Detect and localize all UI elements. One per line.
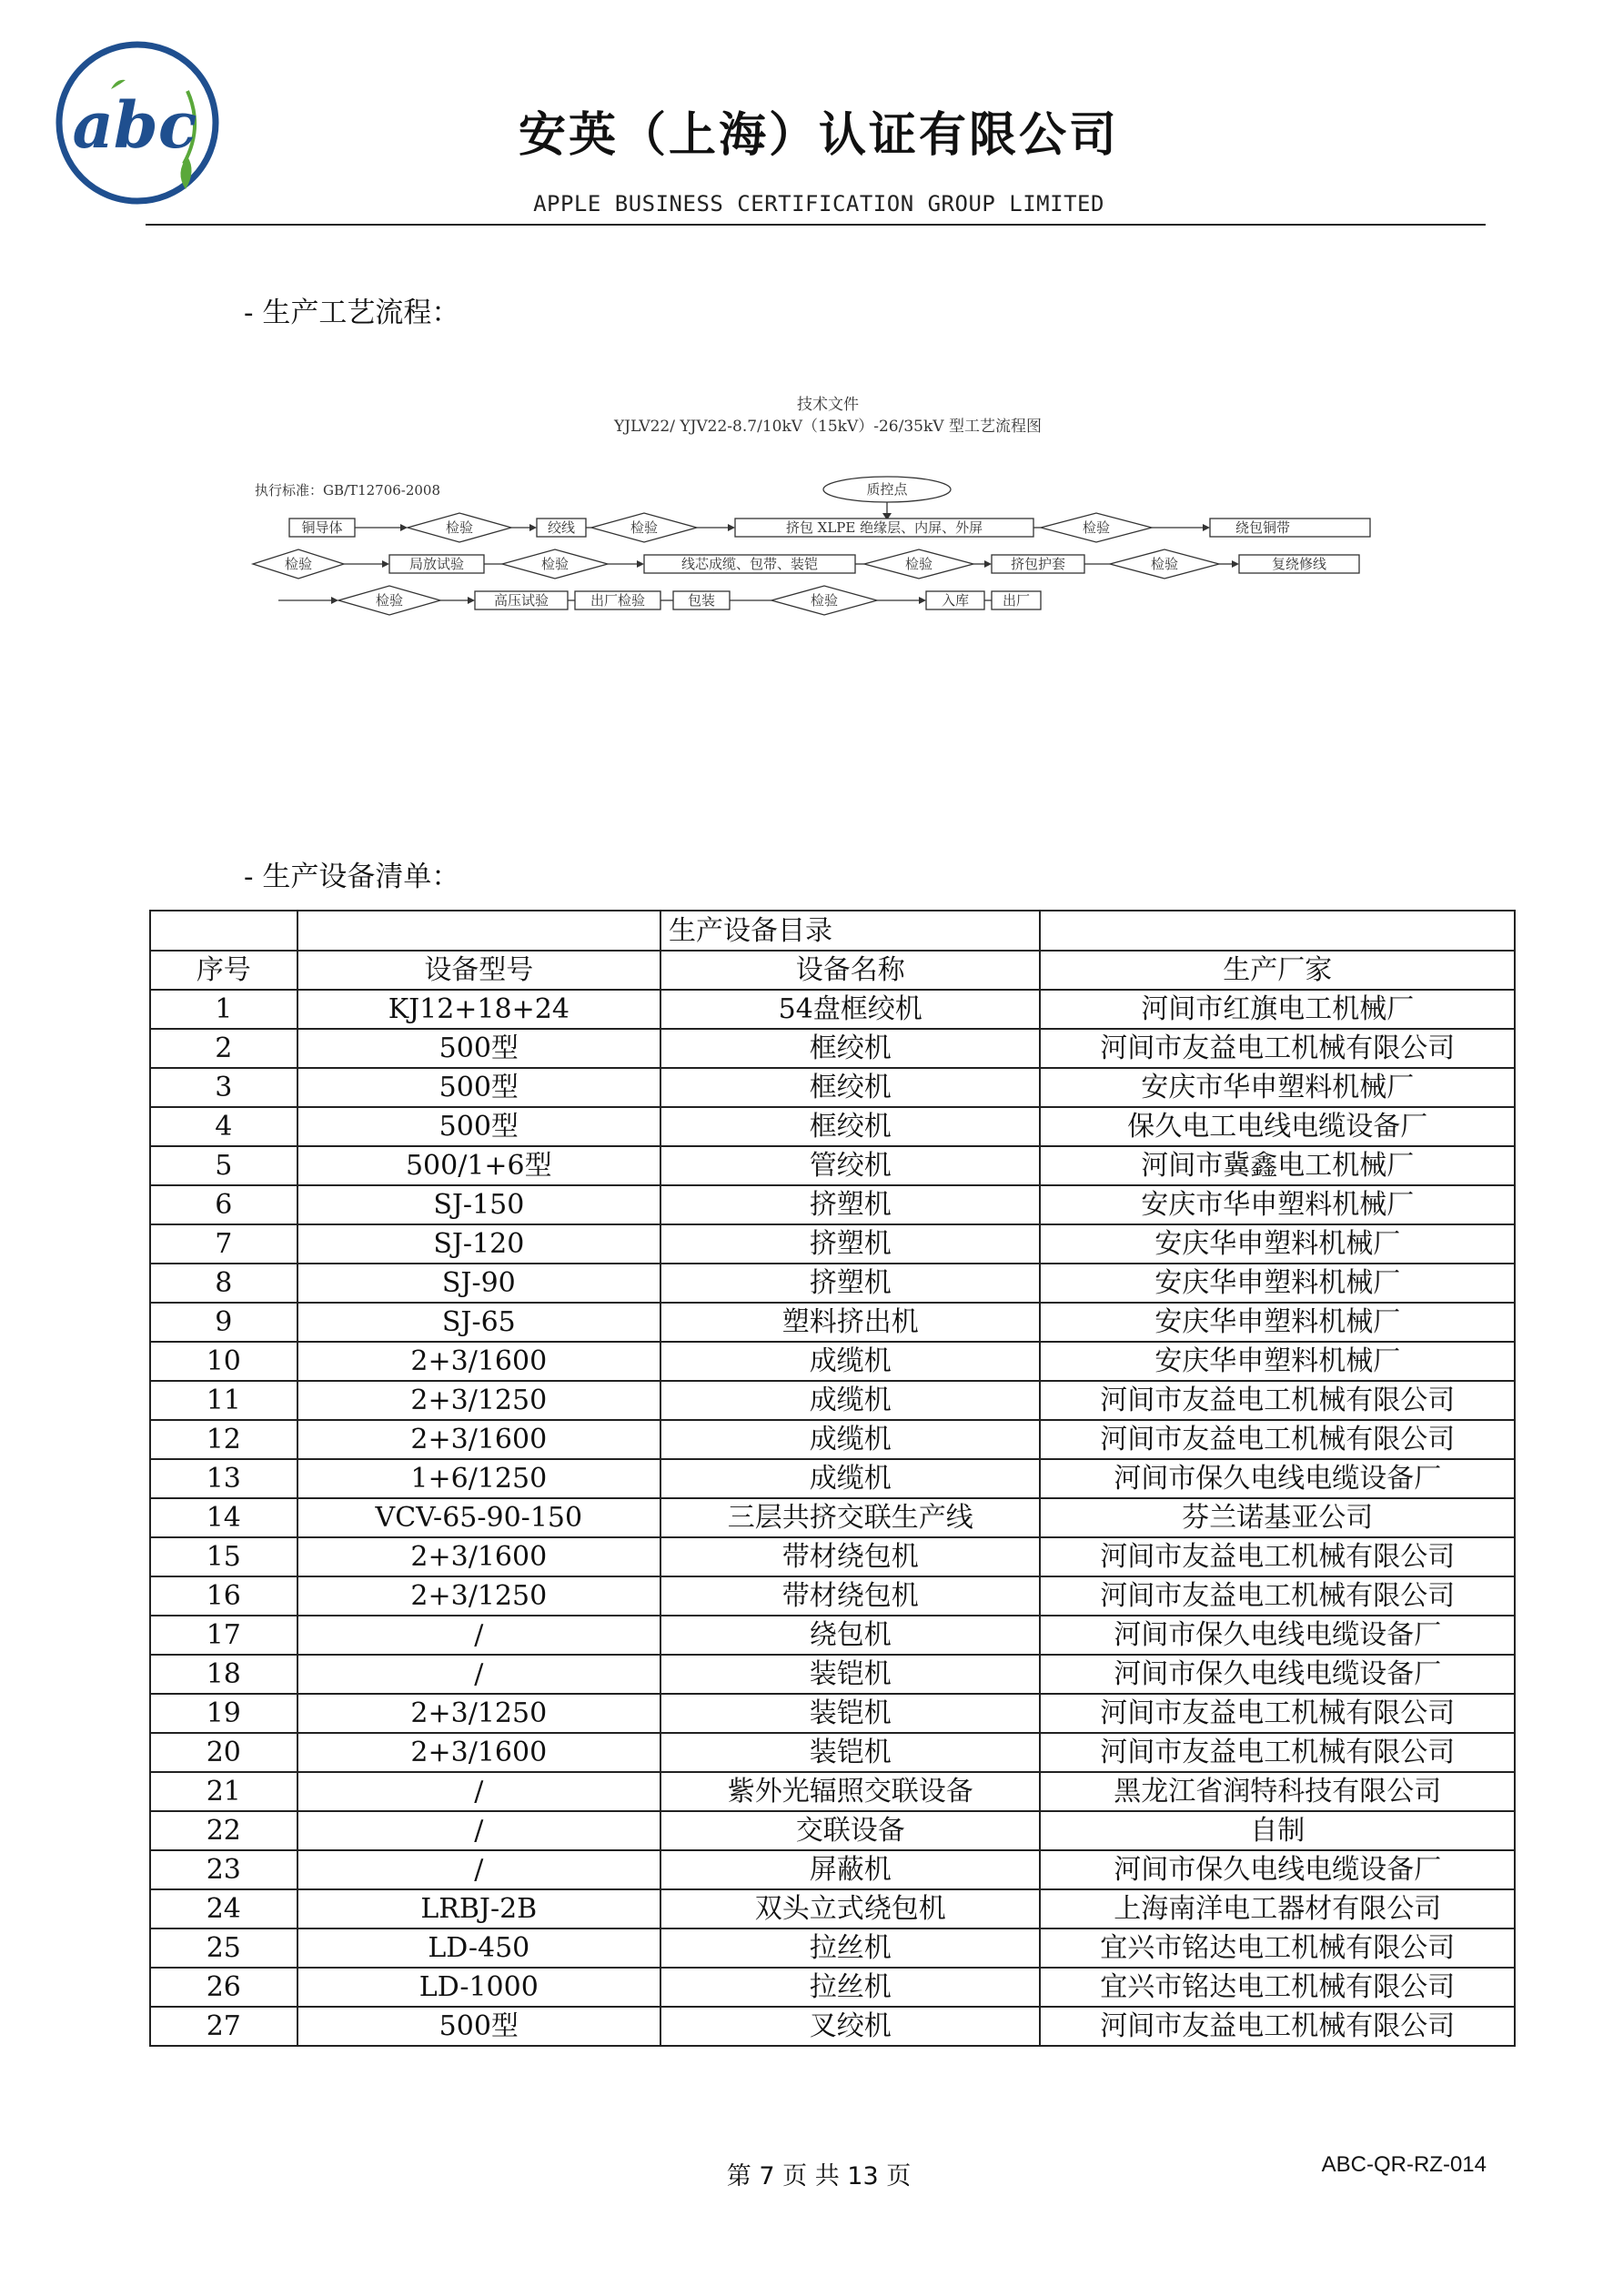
- cell-name: 拉丝机: [660, 1928, 1040, 1968]
- cell-model: 500/1+6型: [297, 1146, 660, 1185]
- cell-maker: 安庆华申塑料机械厂: [1040, 1264, 1515, 1303]
- table-row: [150, 1224, 1515, 1264]
- flow-node-label: 检验: [1082, 519, 1111, 536]
- cell-name: 成缆机: [660, 1420, 1040, 1459]
- cell-maker: 上海南洋电工器材有限公司: [1040, 1889, 1515, 1928]
- cell-seq: 7: [150, 1224, 297, 1264]
- flow-node-label: 绕包铜带: [1235, 519, 1291, 536]
- cell-seq: 5: [150, 1146, 297, 1185]
- cell-seq: 9: [150, 1303, 297, 1342]
- company-name-en: APPLE BUSINESS CERTIFICATION GROUP LIMITED: [533, 191, 1104, 217]
- cell-seq: 23: [150, 1850, 297, 1889]
- cell-model: /: [297, 1850, 660, 1889]
- equipment-table: [149, 910, 1516, 2047]
- cell-name: 框绞机: [660, 1029, 1040, 1068]
- flow-standard: 执行标准：GB/T12706-2008: [255, 482, 441, 498]
- cell-name: 紫外光辐照交联设备: [660, 1772, 1040, 1811]
- header-model: 设备型号: [297, 951, 660, 990]
- flow-node-label: 检验: [1150, 556, 1179, 572]
- cell-name: 管绞机: [660, 1146, 1040, 1185]
- header-seq: 序号: [150, 951, 297, 990]
- table-row: [150, 2007, 1515, 2046]
- table-row: [150, 1303, 1515, 1342]
- table-row: [150, 1146, 1515, 1185]
- table-row: [150, 1889, 1515, 1928]
- flow-node-label: 检验: [904, 556, 933, 572]
- flow-node-label: 检验: [375, 592, 404, 609]
- flow-node-label: 检验: [284, 556, 313, 572]
- flow-doc-label: 技术文件: [797, 396, 859, 414]
- cell-model: 1+6/1250: [297, 1459, 660, 1498]
- cell-seq: 22: [150, 1811, 297, 1850]
- cell-name: 带材绕包机: [660, 1576, 1040, 1616]
- cell-maker: 河间市友益电工机械有限公司: [1040, 1576, 1515, 1616]
- cell-maker: 芬兰诺基亚公司: [1040, 1498, 1515, 1537]
- flow-node-label: 线芯成缆、包带、装铠: [680, 556, 819, 572]
- table-title: 生产设备目录: [660, 911, 1040, 951]
- cell-maker: 黑龙江省润特科技有限公司: [1040, 1772, 1515, 1811]
- cell-name: 成缆机: [660, 1342, 1040, 1381]
- cell-maker: 河间市冀鑫电工机械厂: [1040, 1146, 1515, 1185]
- cell-name: 双头立式绕包机: [660, 1889, 1040, 1928]
- cell-seq: 20: [150, 1733, 297, 1772]
- cell-model: 2+3/1600: [297, 1537, 660, 1576]
- cell-seq: 19: [150, 1694, 297, 1733]
- table-row: [150, 1811, 1515, 1850]
- cell-model: SJ-65: [297, 1303, 660, 1342]
- cell-name: 拉丝机: [660, 1968, 1040, 2007]
- process-section-heading: - 生产工艺流程：: [244, 297, 460, 329]
- cell-maker: 河间市保久电线电缆设备厂: [1040, 1850, 1515, 1889]
- table-row: [150, 1459, 1515, 1498]
- cell-seq: 4: [150, 1107, 297, 1146]
- flow-node-label: 包装: [687, 592, 716, 609]
- cell-seq: 14: [150, 1498, 297, 1537]
- flow-node-label: 出厂检验: [590, 592, 646, 609]
- cell-maker: 安庆华申塑料机械厂: [1040, 1303, 1515, 1342]
- cell-seq: 24: [150, 1889, 297, 1928]
- header-name: 设备名称: [660, 951, 1040, 990]
- cell-maker: 宜兴市铭达电工机械有限公司: [1040, 1968, 1515, 2007]
- cell-maker: 河间市友益电工机械有限公司: [1040, 1537, 1515, 1576]
- equipment-section-heading: - 生产设备清单：: [244, 861, 460, 893]
- cell-model: /: [297, 1655, 660, 1694]
- cell-seq: 26: [150, 1968, 297, 2007]
- cell-maker: 河间市保久电线电缆设备厂: [1040, 1459, 1515, 1498]
- cell-seq: 21: [150, 1772, 297, 1811]
- flow-node-label: 检验: [540, 556, 570, 572]
- cell-model: LD-450: [297, 1928, 660, 1968]
- cell-name: 成缆机: [660, 1381, 1040, 1420]
- cell-maker: 河间市保久电线电缆设备厂: [1040, 1616, 1515, 1655]
- table-cell: [297, 911, 660, 951]
- table-row: [150, 1850, 1515, 1889]
- table-row: [150, 1616, 1515, 1655]
- flow-node-label: 挤包 XLPE 绝缘层、内屏、外屏: [785, 519, 983, 536]
- cell-model: SJ-150: [297, 1185, 660, 1224]
- cell-model: 2+3/1600: [297, 1342, 660, 1381]
- cell-name: 绕包机: [660, 1616, 1040, 1655]
- cell-maker: 河间市友益电工机械有限公司: [1040, 2007, 1515, 2046]
- cell-name: 成缆机: [660, 1459, 1040, 1498]
- company-logo: [51, 36, 224, 209]
- flow-title: YJLV22/ YJV22-8.7/10kV（15kV）-26/35kV 型工艺流程图: [614, 418, 1042, 436]
- table-row: [150, 1772, 1515, 1811]
- table-cell: [150, 911, 297, 951]
- cell-model: /: [297, 1772, 660, 1811]
- cell-model: 500型: [297, 1068, 660, 1107]
- cell-maker: 安庆华申塑料机械厂: [1040, 1342, 1515, 1381]
- document-code: ABC-QR-RZ-014: [1321, 2152, 1487, 2177]
- cell-seq: 1: [150, 990, 297, 1029]
- cell-name: 挤塑机: [660, 1224, 1040, 1264]
- flow-row-1: [289, 513, 1370, 542]
- flow-node-label: 绞线: [547, 519, 576, 536]
- header-divider: [146, 224, 1486, 226]
- cell-maker: 安庆华申塑料机械厂: [1040, 1224, 1515, 1264]
- table-title-row: [150, 911, 1515, 951]
- cell-model: 500型: [297, 1029, 660, 1068]
- cell-maker: 河间市保久电线电缆设备厂: [1040, 1655, 1515, 1694]
- flow-node-label: 高压试验: [493, 592, 549, 609]
- cell-maker: 保久电工电线电缆设备厂: [1040, 1107, 1515, 1146]
- table-header-row: [150, 951, 1515, 990]
- page-number: 第 7 页 共 13 页: [726, 2162, 912, 2190]
- cell-maker: 宜兴市铭达电工机械有限公司: [1040, 1928, 1515, 1968]
- header-maker: 生产厂家: [1040, 951, 1515, 990]
- cell-maker: 河间市友益电工机械有限公司: [1040, 1029, 1515, 1068]
- table-row: [150, 1655, 1515, 1694]
- flow-row-2: [253, 549, 1359, 579]
- flow-row-3: [278, 586, 1041, 615]
- cell-model: 500型: [297, 2007, 660, 2046]
- cell-name: 塑料挤出机: [660, 1303, 1040, 1342]
- cell-maker: 河间市友益电工机械有限公司: [1040, 1733, 1515, 1772]
- flow-node-label: 铜导体: [301, 519, 343, 536]
- table-row: [150, 1107, 1515, 1146]
- cell-seq: 18: [150, 1655, 297, 1694]
- cell-maker: 安庆市华申塑料机械厂: [1040, 1068, 1515, 1107]
- flow-node-label: 检验: [630, 519, 659, 536]
- cell-name: 装铠机: [660, 1655, 1040, 1694]
- cell-model: /: [297, 1616, 660, 1655]
- cell-model: SJ-90: [297, 1264, 660, 1303]
- cell-model: 2+3/1250: [297, 1576, 660, 1616]
- table-row: [150, 1576, 1515, 1616]
- table-row: [150, 1537, 1515, 1576]
- cell-seq: 12: [150, 1420, 297, 1459]
- cell-name: 装铠机: [660, 1733, 1040, 1772]
- flow-node-label: 挤包护套: [1010, 556, 1066, 572]
- svg-text:质控点: 质控点: [866, 481, 908, 498]
- cell-model: 500型: [297, 1107, 660, 1146]
- cell-seq: 13: [150, 1459, 297, 1498]
- flow-control-point: [823, 477, 951, 520]
- table-row: [150, 1029, 1515, 1068]
- flow-node-label: 检验: [445, 519, 474, 536]
- cell-name: 交联设备: [660, 1811, 1040, 1850]
- cell-model: 2+3/1600: [297, 1420, 660, 1459]
- company-name: 安英（上海）认证有限公司: [518, 108, 1119, 163]
- cell-seq: 16: [150, 1576, 297, 1616]
- cell-seq: 11: [150, 1381, 297, 1420]
- cell-model: 2+3/1250: [297, 1381, 660, 1420]
- table-row: [150, 1381, 1515, 1420]
- flow-diagram: [246, 391, 1410, 628]
- table-row: [150, 1342, 1515, 1381]
- cell-maker: 安庆市华申塑料机械厂: [1040, 1185, 1515, 1224]
- process-flow-chart: [246, 391, 1410, 628]
- cell-seq: 25: [150, 1928, 297, 1968]
- cell-seq: 8: [150, 1264, 297, 1303]
- table-row: [150, 1694, 1515, 1733]
- cell-model: LD-1000: [297, 1968, 660, 2007]
- table-row: [150, 1498, 1515, 1537]
- flow-node-label: 复绕修线: [1271, 556, 1327, 572]
- cell-seq: 17: [150, 1616, 297, 1655]
- table-row: [150, 1733, 1515, 1772]
- table-row: [150, 1968, 1515, 2007]
- cell-model: 2+3/1250: [297, 1694, 660, 1733]
- cell-name: 带材绕包机: [660, 1537, 1040, 1576]
- table-row: [150, 1185, 1515, 1224]
- logo-text: abc: [72, 87, 197, 163]
- cell-seq: 2: [150, 1029, 297, 1068]
- cell-name: 框绞机: [660, 1068, 1040, 1107]
- cell-name: 叉绞机: [660, 2007, 1040, 2046]
- table-row: [150, 1928, 1515, 1968]
- table-cell: [1040, 911, 1515, 951]
- cell-model: KJ12+18+24: [297, 990, 660, 1029]
- cell-maker: 河间市红旗电工机械厂: [1040, 990, 1515, 1029]
- cell-model: /: [297, 1811, 660, 1850]
- cell-name: 框绞机: [660, 1107, 1040, 1146]
- table-row: [150, 1420, 1515, 1459]
- cell-seq: 15: [150, 1537, 297, 1576]
- table-row: [150, 1068, 1515, 1107]
- table-row: [150, 1264, 1515, 1303]
- cell-maker: 河间市友益电工机械有限公司: [1040, 1694, 1515, 1733]
- cell-seq: 6: [150, 1185, 297, 1224]
- flow-node-label: 出厂: [1002, 592, 1031, 609]
- cell-maker: 河间市友益电工机械有限公司: [1040, 1381, 1515, 1420]
- cell-name: 装铠机: [660, 1694, 1040, 1733]
- cell-name: 屏蔽机: [660, 1850, 1040, 1889]
- cell-name: 三层共挤交联生产线: [660, 1498, 1040, 1537]
- cell-name: 54盘框绞机: [660, 990, 1040, 1029]
- cell-maker: 自制: [1040, 1811, 1515, 1850]
- cell-seq: 27: [150, 2007, 297, 2046]
- cell-model: SJ-120: [297, 1224, 660, 1264]
- table-row: [150, 990, 1515, 1029]
- cell-seq: 3: [150, 1068, 297, 1107]
- cell-name: 挤塑机: [660, 1185, 1040, 1224]
- cell-model: LRBJ-2B: [297, 1889, 660, 1928]
- cell-maker: 河间市友益电工机械有限公司: [1040, 1420, 1515, 1459]
- flow-node-label: 局放试验: [408, 556, 465, 572]
- flow-node-label: 检验: [810, 592, 839, 609]
- flow-node-label: 入库: [941, 592, 970, 609]
- cell-name: 挤塑机: [660, 1264, 1040, 1303]
- cell-seq: 10: [150, 1342, 297, 1381]
- cell-model: 2+3/1600: [297, 1733, 660, 1772]
- cell-model: VCV-65-90-150: [297, 1498, 660, 1537]
